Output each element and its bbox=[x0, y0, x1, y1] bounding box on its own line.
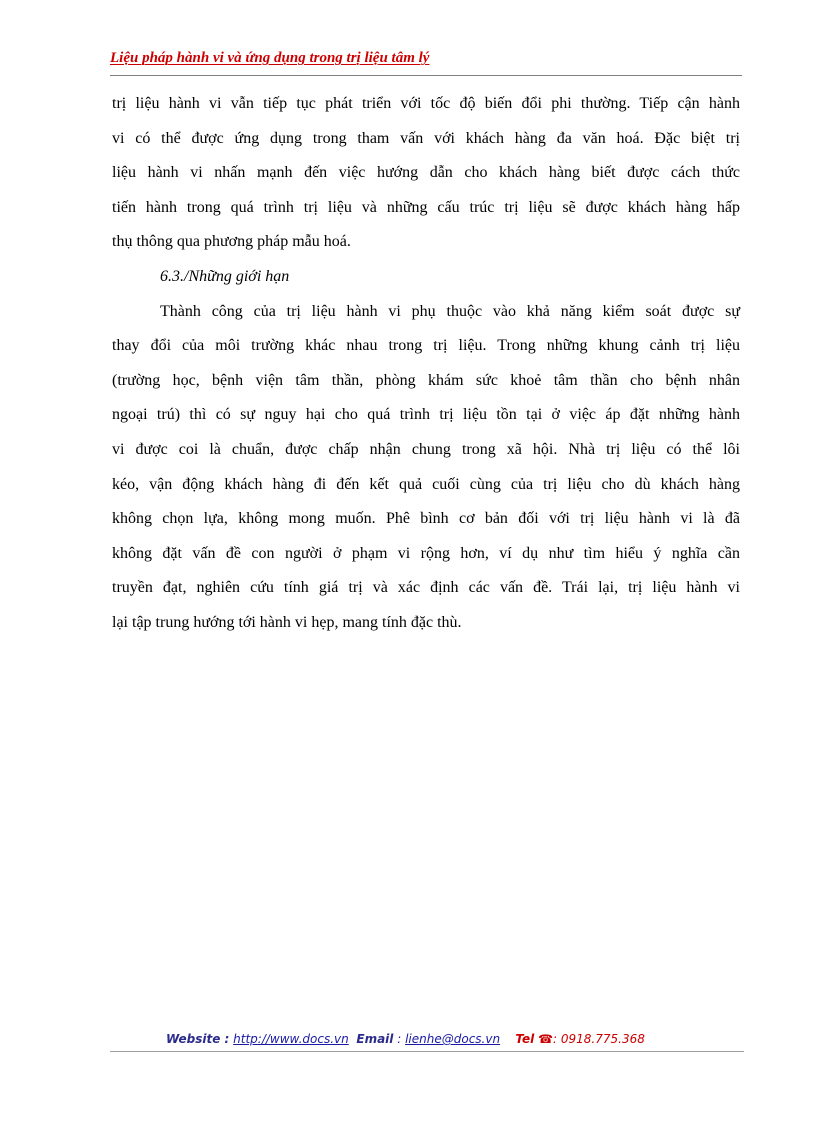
page-footer bbox=[166, 1032, 726, 1046]
text-line: lại tập trung hướng tới hành vi hẹp, mang tính đặc thù. bbox=[112, 613, 462, 631]
text-line: kéo, vận động khách hàng đi đến kết quả cuối cùng của trị liệu cho dù khách hàng bbox=[112, 475, 740, 493]
text-line: vi được coi là chuẩn, được chấp nhận chung trong xã hội. Nhà trị liệu có thể lôi bbox=[112, 440, 740, 458]
text-line: thay đổi của môi trường khác nhau trong trị liệu. Trong những khung cảnh trị liệu bbox=[112, 337, 740, 355]
website-link[interactable]: http://www.docs.vn bbox=[233, 1032, 349, 1046]
email-link[interactable]: lienhe@docs.vn bbox=[405, 1032, 501, 1046]
text-line: thụ thông qua phương pháp mẫu hoá. bbox=[112, 233, 351, 251]
text-line: không đặt vấn đề con người ở phạm vi rộng hơn, ví dụ như tìm hiểu ý nghĩa cần bbox=[112, 544, 740, 562]
website-label: Website : bbox=[166, 1032, 230, 1046]
section-heading: 6.3./Những giới hạn bbox=[160, 267, 290, 285]
phone-icon: ☎ bbox=[538, 1032, 554, 1046]
text-line: ngoại trú) thì có sự nguy hại cho quá trình trị liệu tồn tại ở việc áp đặt những hành bbox=[112, 406, 740, 424]
text-line: Thành công của trị liệu hành vi phụ thuộc vào khả năng kiểm soát được sự bbox=[160, 302, 740, 320]
header-rule bbox=[110, 75, 742, 76]
text-line: tiến hành trong quá trình trị liệu và những cấu trúc trị liệu sẽ được khách hàng hấp bbox=[112, 198, 740, 216]
footer-rule bbox=[110, 1051, 744, 1052]
body-text bbox=[112, 87, 740, 641]
text-line: (trường học, bệnh viện tâm thần, phòng khám sức khoẻ tâm thần cho bệnh nhân bbox=[112, 371, 740, 389]
text-line: không chọn lựa, không mong muốn. Phê bình cơ bản đối với trị liệu hành vi là đã bbox=[112, 510, 740, 528]
text-line: vi có thể được ứng dụng trong tham vấn với khách hàng đa văn hoá. Đặc biệt trị bbox=[112, 129, 740, 147]
running-header: Liệu pháp hành vi và ứng dụng trong trị liệu tâm lý bbox=[110, 50, 430, 66]
email-separator: : bbox=[393, 1032, 402, 1046]
text-line: trị liệu hành vi vẫn tiếp tục phát triển với tốc độ biến đổi phi thường. Tiếp cận hành bbox=[112, 95, 740, 112]
text-line: truyền đạt, nghiên cứu tính giá trị và xác định các vấn đề. Trái lại, trị liệu hành vi bbox=[112, 579, 740, 597]
email-label: Email bbox=[356, 1032, 394, 1046]
tel-label: Tel bbox=[515, 1032, 535, 1046]
phone-number: : 0918.775.368 bbox=[553, 1032, 645, 1046]
text-line: liệu hành vi nhấn mạnh đến việc hướng dẫn cho khách hàng biết được cách thức bbox=[112, 164, 740, 182]
